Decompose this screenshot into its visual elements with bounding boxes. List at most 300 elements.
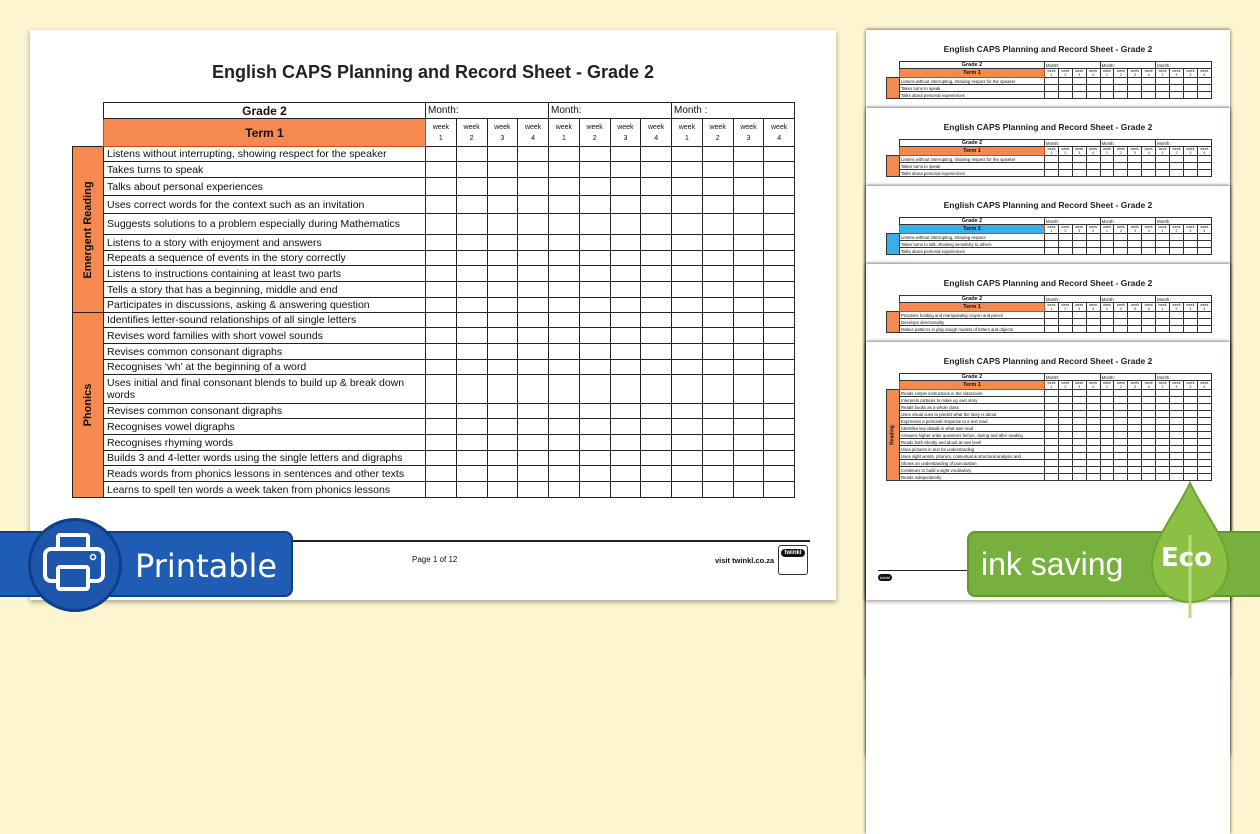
record-cell[interactable] [1058,460,1072,467]
record-cell[interactable] [641,360,672,375]
record-cell[interactable] [579,282,610,298]
record-cell[interactable] [1183,78,1197,85]
record-cell[interactable] [426,298,457,313]
record-cell[interactable] [610,466,641,482]
record-cell[interactable] [1142,326,1156,333]
record-cell[interactable] [672,328,703,344]
record-cell[interactable] [426,214,457,235]
record-cell[interactable] [641,282,672,298]
record-cell[interactable] [672,298,703,313]
record-cell[interactable] [426,451,457,466]
record-cell[interactable] [641,147,672,162]
record-cell[interactable] [487,147,518,162]
record-cell[interactable] [702,162,733,178]
record-cell[interactable] [1183,453,1197,460]
record-cell[interactable] [456,375,487,404]
record-cell[interactable] [1142,248,1156,255]
record-cell[interactable] [1086,467,1100,474]
record-cell[interactable] [1142,425,1156,432]
record-cell[interactable] [1045,467,1059,474]
record-cell[interactable] [1128,411,1142,418]
record-cell[interactable] [1142,397,1156,404]
record-cell[interactable] [1058,446,1072,453]
record-cell[interactable] [1128,326,1142,333]
record-cell[interactable] [1183,85,1197,92]
record-cell[interactable] [1058,390,1072,397]
record-cell[interactable] [456,178,487,196]
record-cell[interactable] [487,344,518,360]
record-cell[interactable] [702,375,733,404]
record-cell[interactable] [487,196,518,214]
record-cell[interactable] [1058,234,1072,241]
record-cell[interactable] [1086,397,1100,404]
record-cell[interactable] [1072,397,1086,404]
record-cell[interactable] [1170,85,1184,92]
record-cell[interactable] [1170,453,1184,460]
record-cell[interactable] [610,360,641,375]
record-cell[interactable] [672,178,703,196]
record-cell[interactable] [1100,446,1114,453]
record-cell[interactable] [1156,411,1170,418]
record-cell[interactable] [672,235,703,251]
record-cell[interactable] [518,328,549,344]
record-cell[interactable] [1128,474,1142,481]
record-cell[interactable] [579,214,610,235]
record-cell[interactable] [1086,234,1100,241]
record-cell[interactable] [1058,156,1072,163]
record-cell[interactable] [1142,92,1156,99]
record-cell[interactable] [672,266,703,282]
record-cell[interactable] [1045,163,1059,170]
record-cell[interactable] [579,435,610,451]
record-cell[interactable] [672,375,703,404]
record-cell[interactable] [733,196,764,214]
record-cell[interactable] [1058,404,1072,411]
record-cell[interactable] [641,313,672,328]
record-cell[interactable] [1183,418,1197,425]
record-cell[interactable] [1086,85,1100,92]
record-cell[interactable] [1072,390,1086,397]
record-cell[interactable] [1058,92,1072,99]
record-cell[interactable] [733,282,764,298]
record-cell[interactable] [1197,404,1211,411]
record-cell[interactable] [1058,474,1072,481]
record-cell[interactable] [487,235,518,251]
record-cell[interactable] [426,435,457,451]
record-cell[interactable] [579,235,610,251]
record-cell[interactable] [1156,312,1170,319]
record-cell[interactable] [1072,78,1086,85]
record-cell[interactable] [1072,319,1086,326]
record-cell[interactable] [518,344,549,360]
record-cell[interactable] [426,178,457,196]
record-cell[interactable] [1197,411,1211,418]
record-cell[interactable] [1183,425,1197,432]
record-cell[interactable] [1156,248,1170,255]
record-cell[interactable] [518,404,549,419]
record-cell[interactable] [1086,460,1100,467]
record-cell[interactable] [1197,432,1211,439]
record-cell[interactable] [1128,467,1142,474]
record-cell[interactable] [1072,234,1086,241]
record-cell[interactable] [1197,467,1211,474]
record-cell[interactable] [702,419,733,435]
record-cell[interactable] [1197,390,1211,397]
record-cell[interactable] [1156,390,1170,397]
record-cell[interactable] [641,482,672,498]
record-cell[interactable] [641,344,672,360]
record-cell[interactable] [1072,326,1086,333]
record-cell[interactable] [1170,163,1184,170]
record-cell[interactable] [1156,425,1170,432]
record-cell[interactable] [426,196,457,214]
record-cell[interactable] [641,214,672,235]
record-cell[interactable] [1058,312,1072,319]
record-cell[interactable] [518,147,549,162]
record-cell[interactable] [1128,85,1142,92]
record-cell[interactable] [426,328,457,344]
record-cell[interactable] [764,298,795,313]
record-cell[interactable] [702,251,733,266]
record-cell[interactable] [1142,156,1156,163]
record-cell[interactable] [549,282,580,298]
record-cell[interactable] [1100,397,1114,404]
record-cell[interactable] [1128,241,1142,248]
record-cell[interactable] [1128,453,1142,460]
record-cell[interactable] [549,451,580,466]
record-cell[interactable] [1045,453,1059,460]
record-cell[interactable] [1072,474,1086,481]
record-cell[interactable] [610,419,641,435]
record-cell[interactable] [1128,170,1142,177]
record-cell[interactable] [1128,319,1142,326]
record-cell[interactable] [1197,163,1211,170]
record-cell[interactable] [456,404,487,419]
record-cell[interactable] [733,266,764,282]
record-cell[interactable] [1170,390,1184,397]
record-cell[interactable] [641,196,672,214]
record-cell[interactable] [610,435,641,451]
record-cell[interactable] [1045,404,1059,411]
record-cell[interactable] [1114,460,1128,467]
record-cell[interactable] [1197,241,1211,248]
record-cell[interactable] [456,360,487,375]
record-cell[interactable] [610,328,641,344]
record-cell[interactable] [456,482,487,498]
record-cell[interactable] [610,482,641,498]
record-cell[interactable] [702,266,733,282]
record-cell[interactable] [1086,92,1100,99]
record-cell[interactable] [672,451,703,466]
record-cell[interactable] [1045,241,1059,248]
record-cell[interactable] [1072,170,1086,177]
record-cell[interactable] [1156,432,1170,439]
record-cell[interactable] [1170,326,1184,333]
record-cell[interactable] [1086,446,1100,453]
record-cell[interactable] [610,313,641,328]
record-cell[interactable] [1045,326,1059,333]
record-cell[interactable] [702,313,733,328]
record-cell[interactable] [1100,78,1114,85]
record-cell[interactable] [1170,234,1184,241]
record-cell[interactable] [456,328,487,344]
record-cell[interactable] [487,162,518,178]
record-cell[interactable] [1170,460,1184,467]
record-cell[interactable] [518,313,549,328]
record-cell[interactable] [1072,411,1086,418]
record-cell[interactable] [1045,411,1059,418]
record-cell[interactable] [733,344,764,360]
record-cell[interactable] [1142,467,1156,474]
record-cell[interactable] [1170,397,1184,404]
record-cell[interactable] [1058,411,1072,418]
record-cell[interactable] [1156,467,1170,474]
record-cell[interactable] [456,451,487,466]
record-cell[interactable] [1045,432,1059,439]
record-cell[interactable] [1156,397,1170,404]
record-cell[interactable] [549,482,580,498]
record-cell[interactable] [702,147,733,162]
record-cell[interactable] [1156,453,1170,460]
record-cell[interactable] [1114,248,1128,255]
record-cell[interactable] [1142,78,1156,85]
record-cell[interactable] [518,360,549,375]
record-cell[interactable] [1045,156,1059,163]
record-cell[interactable] [426,482,457,498]
record-cell[interactable] [1045,446,1059,453]
record-cell[interactable] [764,282,795,298]
record-cell[interactable] [1142,439,1156,446]
record-cell[interactable] [1183,411,1197,418]
record-cell[interactable] [1086,474,1100,481]
record-cell[interactable] [1183,326,1197,333]
record-cell[interactable] [426,251,457,266]
record-cell[interactable] [1086,312,1100,319]
record-cell[interactable] [764,435,795,451]
record-cell[interactable] [1183,156,1197,163]
record-cell[interactable] [487,451,518,466]
record-cell[interactable] [1170,92,1184,99]
record-cell[interactable] [1072,404,1086,411]
record-cell[interactable] [672,404,703,419]
record-cell[interactable] [1086,163,1100,170]
record-cell[interactable] [610,162,641,178]
record-cell[interactable] [487,178,518,196]
record-cell[interactable] [1128,390,1142,397]
record-cell[interactable] [1100,85,1114,92]
record-cell[interactable] [1100,425,1114,432]
record-cell[interactable] [641,404,672,419]
record-cell[interactable] [764,196,795,214]
record-cell[interactable] [518,178,549,196]
record-cell[interactable] [579,328,610,344]
record-cell[interactable] [1128,432,1142,439]
record-cell[interactable] [1086,404,1100,411]
record-cell[interactable] [1128,460,1142,467]
record-cell[interactable] [641,266,672,282]
record-cell[interactable] [549,214,580,235]
record-cell[interactable] [1045,390,1059,397]
record-cell[interactable] [1170,78,1184,85]
record-cell[interactable] [764,147,795,162]
record-cell[interactable] [1058,85,1072,92]
record-cell[interactable] [610,147,641,162]
record-cell[interactable] [1086,170,1100,177]
record-cell[interactable] [1128,418,1142,425]
record-cell[interactable] [1100,234,1114,241]
record-cell[interactable] [672,147,703,162]
record-cell[interactable] [579,419,610,435]
record-cell[interactable] [1197,92,1211,99]
record-cell[interactable] [610,251,641,266]
record-cell[interactable] [456,214,487,235]
record-cell[interactable] [549,147,580,162]
record-cell[interactable] [764,344,795,360]
record-cell[interactable] [1197,312,1211,319]
record-cell[interactable] [610,196,641,214]
record-cell[interactable] [1170,241,1184,248]
record-cell[interactable] [1156,404,1170,411]
record-cell[interactable] [1045,319,1059,326]
record-cell[interactable] [1128,163,1142,170]
record-cell[interactable] [1114,92,1128,99]
record-cell[interactable] [702,435,733,451]
record-cell[interactable] [549,466,580,482]
record-cell[interactable] [1183,241,1197,248]
record-cell[interactable] [1170,319,1184,326]
record-cell[interactable] [579,344,610,360]
record-cell[interactable] [1058,170,1072,177]
record-cell[interactable] [549,435,580,451]
record-cell[interactable] [1045,439,1059,446]
record-cell[interactable] [702,298,733,313]
record-cell[interactable] [1197,326,1211,333]
record-cell[interactable] [764,375,795,404]
record-cell[interactable] [702,482,733,498]
record-cell[interactable] [518,235,549,251]
record-cell[interactable] [426,466,457,482]
record-cell[interactable] [1086,241,1100,248]
record-cell[interactable] [1156,163,1170,170]
record-cell[interactable] [1072,432,1086,439]
record-cell[interactable] [518,451,549,466]
record-cell[interactable] [610,451,641,466]
record-cell[interactable] [1156,418,1170,425]
record-cell[interactable] [672,419,703,435]
record-cell[interactable] [1197,425,1211,432]
record-cell[interactable] [1142,234,1156,241]
record-cell[interactable] [1142,85,1156,92]
record-cell[interactable] [1142,170,1156,177]
record-cell[interactable] [1114,78,1128,85]
record-cell[interactable] [549,298,580,313]
record-cell[interactable] [1183,163,1197,170]
record-cell[interactable] [610,235,641,251]
record-cell[interactable] [1114,411,1128,418]
record-cell[interactable] [1045,170,1059,177]
record-cell[interactable] [1128,312,1142,319]
record-cell[interactable] [579,162,610,178]
record-cell[interactable] [1170,248,1184,255]
record-cell[interactable] [1170,439,1184,446]
record-cell[interactable] [1100,453,1114,460]
record-cell[interactable] [1183,439,1197,446]
record-cell[interactable] [1114,432,1128,439]
record-cell[interactable] [1128,234,1142,241]
record-cell[interactable] [764,266,795,282]
record-cell[interactable] [1045,474,1059,481]
record-cell[interactable] [1058,163,1072,170]
record-cell[interactable] [702,214,733,235]
record-cell[interactable] [1100,156,1114,163]
record-cell[interactable] [1128,404,1142,411]
record-cell[interactable] [1058,248,1072,255]
record-cell[interactable] [672,251,703,266]
record-cell[interactable] [1170,467,1184,474]
record-cell[interactable] [456,419,487,435]
record-cell[interactable] [1183,446,1197,453]
record-cell[interactable] [1197,234,1211,241]
record-cell[interactable] [733,404,764,419]
record-cell[interactable] [1170,411,1184,418]
record-cell[interactable] [1197,439,1211,446]
record-cell[interactable] [733,298,764,313]
record-cell[interactable] [1170,425,1184,432]
record-cell[interactable] [426,147,457,162]
record-cell[interactable] [1086,156,1100,163]
record-cell[interactable] [1114,85,1128,92]
record-cell[interactable] [764,451,795,466]
record-cell[interactable] [426,419,457,435]
record-cell[interactable] [1086,432,1100,439]
record-cell[interactable] [426,344,457,360]
record-cell[interactable] [1058,319,1072,326]
record-cell[interactable] [426,360,457,375]
record-cell[interactable] [1100,248,1114,255]
record-cell[interactable] [426,375,457,404]
record-cell[interactable] [1058,439,1072,446]
record-cell[interactable] [1045,248,1059,255]
record-cell[interactable] [702,360,733,375]
record-cell[interactable] [733,235,764,251]
record-cell[interactable] [1086,418,1100,425]
record-cell[interactable] [641,235,672,251]
record-cell[interactable] [1058,432,1072,439]
record-cell[interactable] [579,404,610,419]
record-cell[interactable] [1114,163,1128,170]
record-cell[interactable] [518,196,549,214]
record-cell[interactable] [1142,418,1156,425]
record-cell[interactable] [1072,248,1086,255]
record-cell[interactable] [1128,439,1142,446]
record-cell[interactable] [518,435,549,451]
record-cell[interactable] [702,282,733,298]
record-cell[interactable] [1100,474,1114,481]
record-cell[interactable] [1072,460,1086,467]
record-cell[interactable] [641,435,672,451]
record-cell[interactable] [1114,241,1128,248]
record-cell[interactable] [1100,92,1114,99]
record-cell[interactable] [1156,446,1170,453]
record-cell[interactable] [1197,397,1211,404]
record-cell[interactable] [1114,170,1128,177]
record-cell[interactable] [641,451,672,466]
record-cell[interactable] [733,251,764,266]
record-cell[interactable] [764,404,795,419]
record-cell[interactable] [702,328,733,344]
record-cell[interactable] [456,466,487,482]
record-cell[interactable] [1058,418,1072,425]
